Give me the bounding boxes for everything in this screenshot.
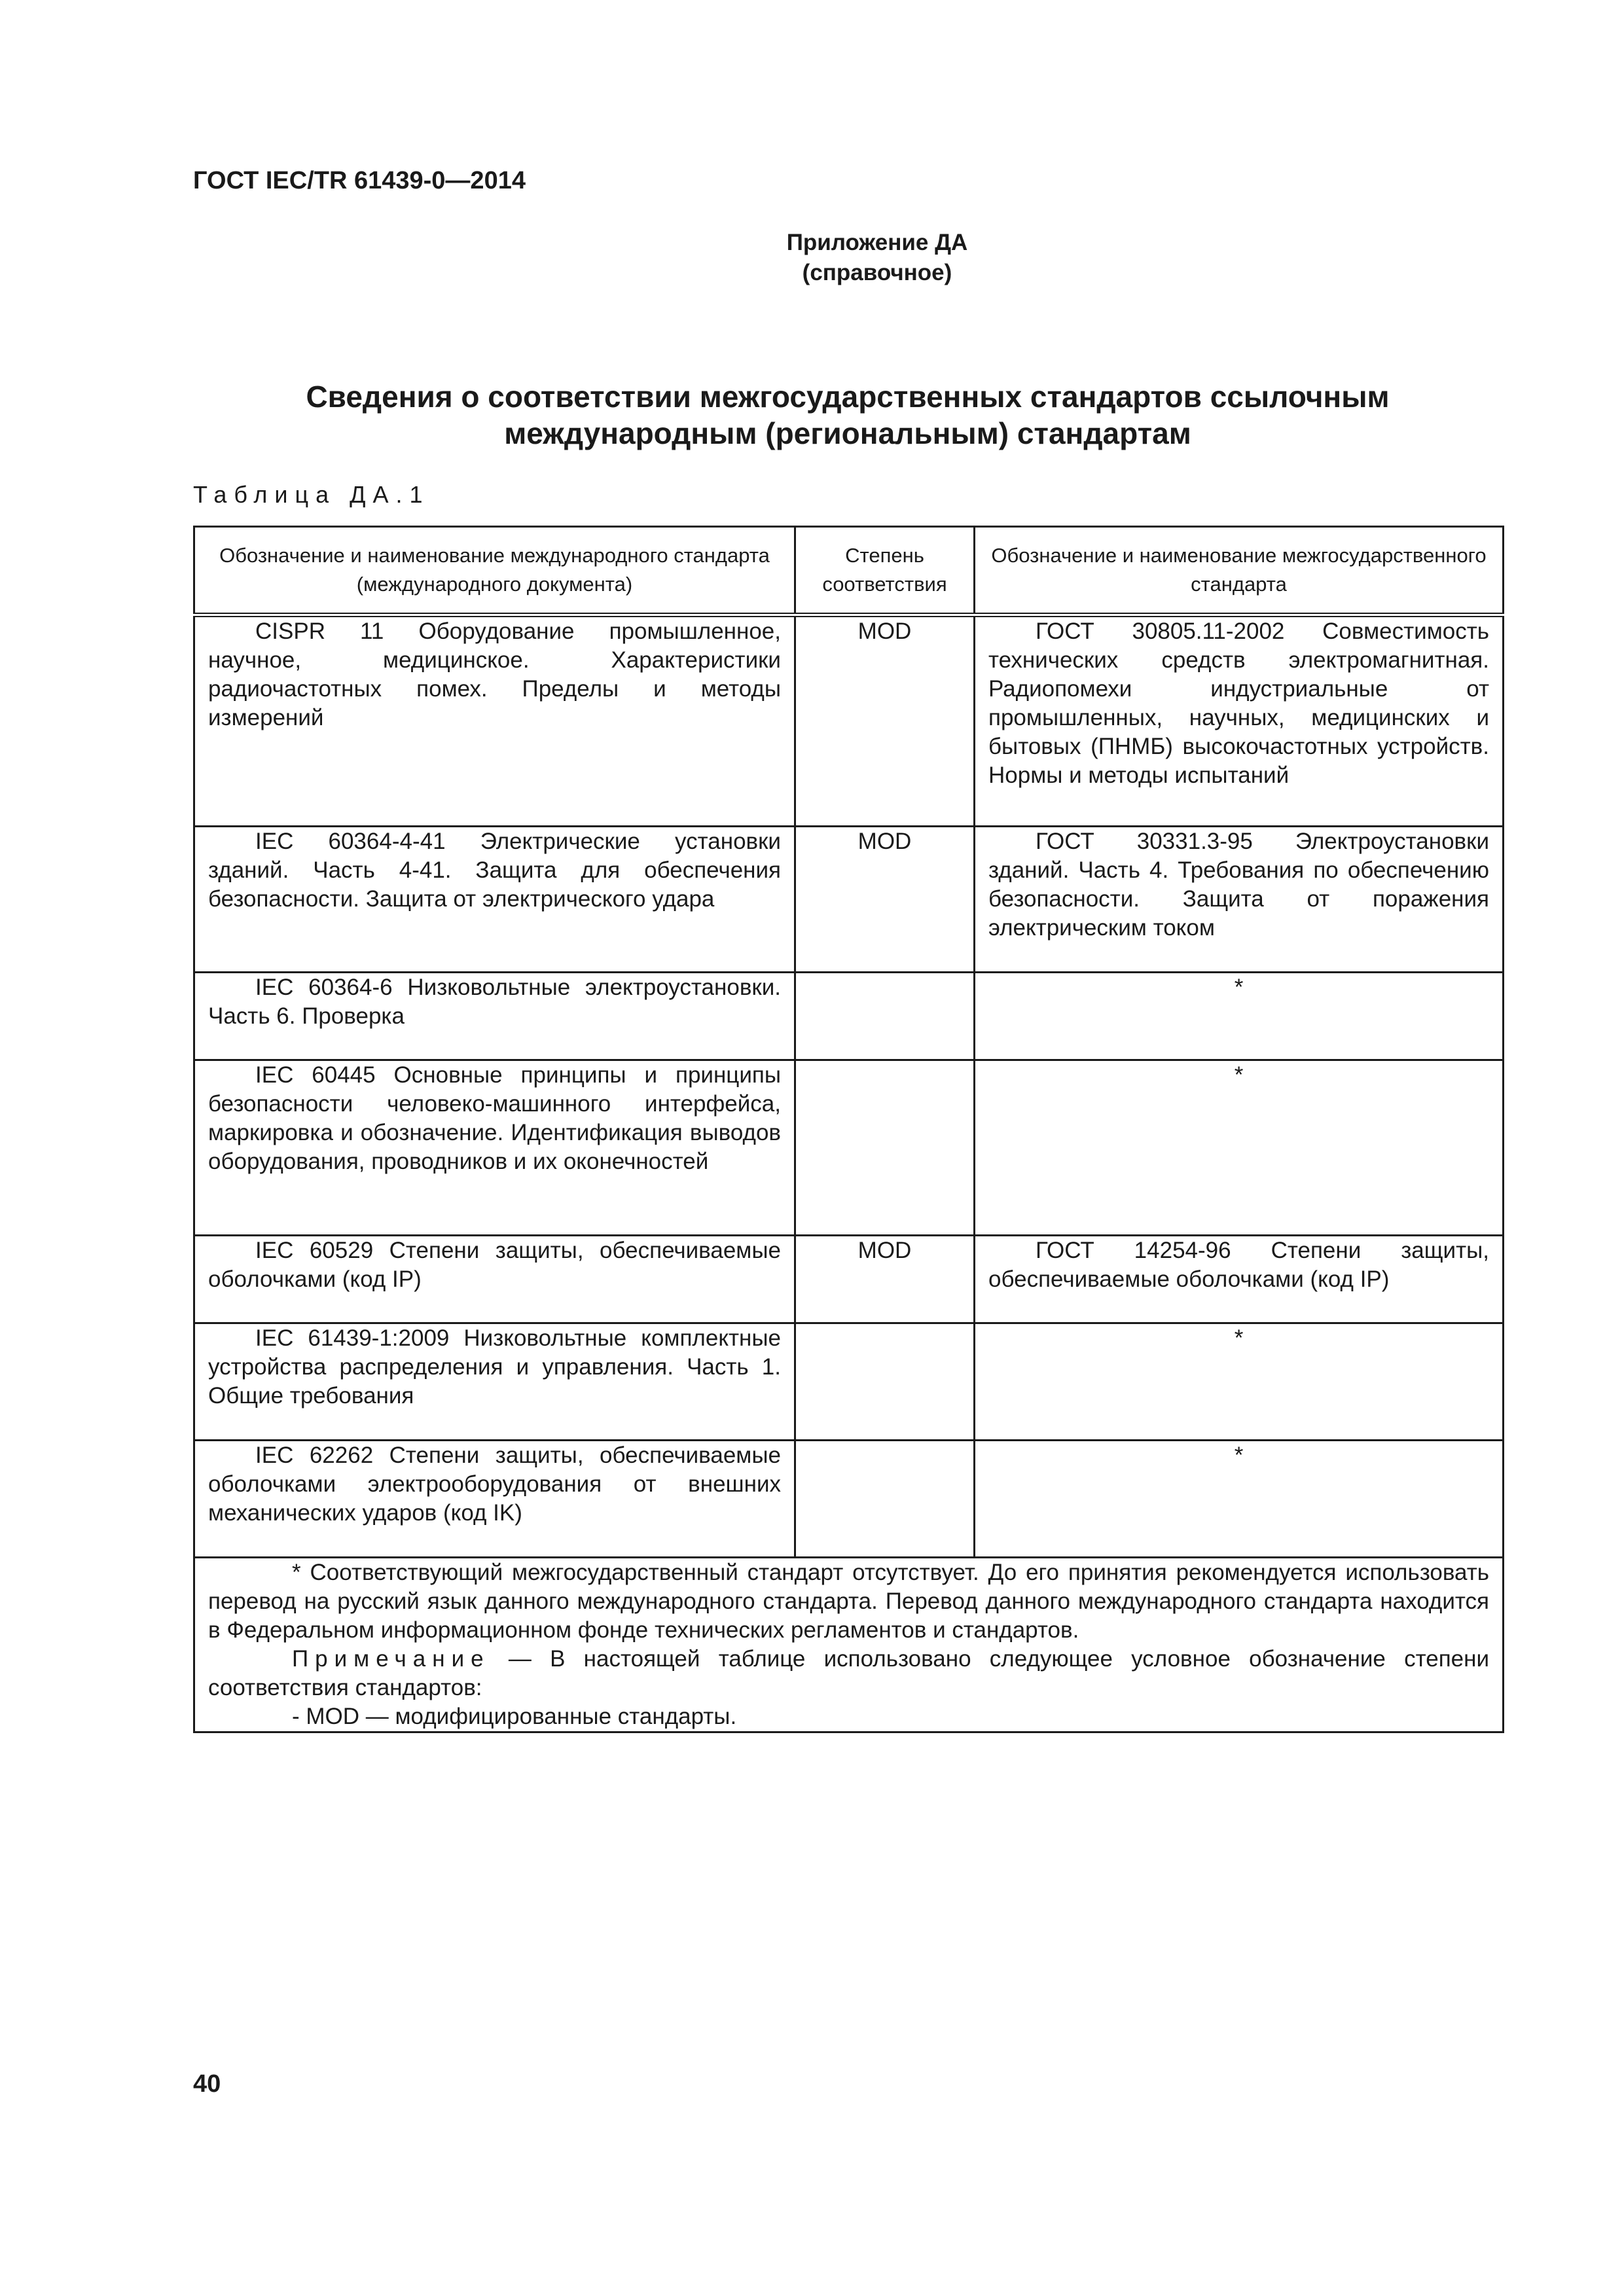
interstate-standard-cell: ГОСТ 14254-96 Степени защиты, обеспечиваемые оболочками (код IP)	[975, 1236, 1504, 1323]
annex-title: Приложение ДА	[786, 230, 968, 255]
degree-cell	[795, 1060, 975, 1236]
interstate-standard-cell: *	[975, 1060, 1504, 1236]
degree-cell	[795, 1323, 975, 1441]
interstate-standard-cell: *	[975, 1441, 1504, 1558]
table-label: Таблица ДА.1	[193, 481, 430, 508]
table-row	[194, 615, 1504, 827]
international-standard-cell: IEC 60529 Степени защиты, обеспечиваемые оболочками (код IP)	[194, 1236, 795, 1323]
international-standard-cell: IEC 60364-6 Низковольтные электроустановки. Часть 6. Проверка	[194, 973, 795, 1060]
table-row	[194, 1236, 1504, 1323]
note-list-item: - MOD — модифицированные стандарты.	[292, 1704, 737, 1729]
table-notes-row	[194, 1558, 1504, 1732]
note-text: — В настоящей таблице использовано следующее условное обозначение степени соответствия стандартов:	[208, 1646, 1489, 1700]
international-standard-cell: IEC 60445 Основные принципы и принципы безопасности человеко-машинного интерфейса, маркировка и обозначение. Идентификация выводов оборудования, проводников и их оконечностей	[194, 1060, 795, 1236]
table-row	[194, 1441, 1504, 1558]
interstate-standard-cell: ГОСТ 30805.11-2002 Совместимость технических средств электромагнитная. Радиопомехи индустриальные от промышленных, научных, медицинских и бытовых (ПНМБ) высокочастотных устройств. Нормы и методы испытаний	[975, 615, 1504, 827]
annex-heading	[707, 228, 1047, 288]
degree-cell	[795, 1441, 975, 1558]
column-header-interstate: Обозначение и наименование межгосударственного стандарта	[975, 527, 1504, 615]
standards-correspondence-table	[193, 526, 1504, 1733]
annex-main-title	[193, 378, 1502, 452]
international-standard-cell: CISPR 11 Оборудование промышленное, научное, медицинское. Характеристики радиочастотных помех. Пределы и методы измерений	[194, 615, 795, 827]
footnote-text: * Соответствующий межгосударственный стандарт отсутствует. До его принятия рекомендуется использовать перевод на русский язык данного международного стандарта. Перевод данного международного стандарта находится в Федеральном информационном фонде технических регламентов и стандартов.	[208, 1560, 1489, 1643]
degree-cell: MOD	[795, 615, 975, 827]
table-row	[194, 1060, 1504, 1236]
table-row	[194, 1323, 1504, 1441]
note-label: Примечание	[292, 1646, 490, 1672]
document-code: ГОСТ IEC/TR 61439-0—2014	[193, 167, 526, 194]
table-row	[194, 973, 1504, 1060]
page-number: 40	[193, 2070, 221, 2098]
interstate-standard-cell: *	[975, 1323, 1504, 1441]
international-standard-cell: IEC 60364-4-41 Электрические установки зданий. Часть 4-41. Защита для обеспечения безопасности. Защита от электрического удара	[194, 827, 795, 973]
interstate-standard-cell: ГОСТ 30331.3-95 Электроустановки зданий. Часть 4. Требования по обеспечению безопасности. Защита от поражения электрическим током	[975, 827, 1504, 973]
column-header-degree: Степень соответствия	[795, 527, 975, 615]
table-header-row	[194, 527, 1504, 615]
table-row	[194, 827, 1504, 973]
degree-cell: MOD	[795, 1236, 975, 1323]
title-line-2: международным (региональным) стандартам	[504, 416, 1191, 450]
degree-cell: MOD	[795, 827, 975, 973]
annex-status: (справочное)	[802, 260, 952, 285]
table-notes-cell	[194, 1558, 1504, 1732]
international-standard-cell: IEC 62262 Степени защиты, обеспечиваемые оболочками электрооборудования от внешних механических ударов (код IK)	[194, 1441, 795, 1558]
degree-cell	[795, 973, 975, 1060]
interstate-standard-cell: *	[975, 973, 1504, 1060]
title-line-1: Сведения о соответствии межгосударственных стандартов ссылочным	[306, 380, 1390, 414]
international-standard-cell: IEC 61439-1:2009 Низковольтные комплектные устройства распределения и управления. Часть 1. Общие требования	[194, 1323, 795, 1441]
column-header-international: Обозначение и наименование международного стандарта (международного документа)	[194, 527, 795, 615]
note-paragraph	[208, 1645, 1489, 1702]
